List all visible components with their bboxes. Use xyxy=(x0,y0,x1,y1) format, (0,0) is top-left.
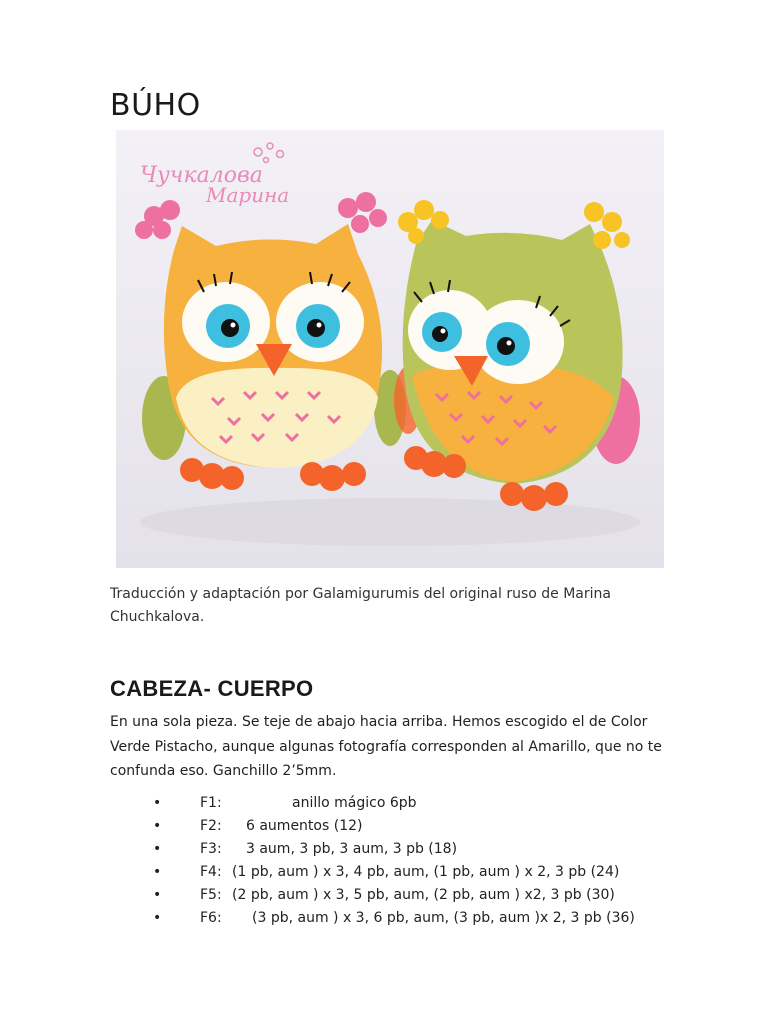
translation-credit: Traducción y adaptación por Galamigurumis del original ruso de Marina Chuchkalova. xyxy=(110,586,611,625)
page-title: BÚHO xyxy=(110,88,201,123)
round-text: 6 aumentos (12) xyxy=(246,818,363,834)
list-item xyxy=(0,910,700,933)
list-item xyxy=(0,864,700,887)
bullet: • xyxy=(153,864,162,880)
owl-photo xyxy=(116,130,664,568)
round-label: F1: xyxy=(200,795,222,811)
round-text: anillo mágico 6pb xyxy=(292,795,417,811)
bullet: • xyxy=(153,887,162,903)
rounds-list xyxy=(0,795,700,933)
owl-illustration xyxy=(116,130,664,568)
round-label: F3: xyxy=(200,841,222,857)
round-text: (1 pb, aum ) x 3, 4 pb, aum, (1 pb, aum ) x 2, 3 pb (24) xyxy=(232,864,620,880)
bullet: • xyxy=(153,910,162,926)
round-text: 3 aum, 3 pb, 3 aum, 3 pb (18) xyxy=(246,841,458,857)
bullet: • xyxy=(153,795,162,811)
round-text: (3 pb, aum ) x 3, 6 pb, aum, (3 pb, aum )x 2, 3 pb (36) xyxy=(252,910,635,926)
list-item xyxy=(0,841,700,864)
round-label: F4: xyxy=(200,864,222,880)
bullet: • xyxy=(153,818,162,834)
watermark-line1: Чучкалова xyxy=(140,163,263,188)
list-item xyxy=(0,795,700,818)
round-label: F2: xyxy=(200,818,222,834)
round-text: (2 pb, aum ) x 3, 5 pb, aum, (2 pb, aum ) x2, 3 pb (30) xyxy=(232,887,615,903)
section-intro: En una sola pieza. Se teje de abajo hacia arriba. Hemos escogido el de Color Verde Pistacho, aunque algunas fotografía corresponden al Amarillo, que no te confunda eso. Ganchillo 2’5mm. xyxy=(110,714,662,779)
section-title: CABEZA- CUERPO xyxy=(110,676,314,701)
watermark-line2: Марина xyxy=(206,183,290,207)
list-item xyxy=(0,818,700,841)
list-item xyxy=(0,887,700,910)
round-label: F5: xyxy=(200,887,222,903)
round-label: F6: xyxy=(200,910,222,926)
bullet: • xyxy=(153,841,162,857)
